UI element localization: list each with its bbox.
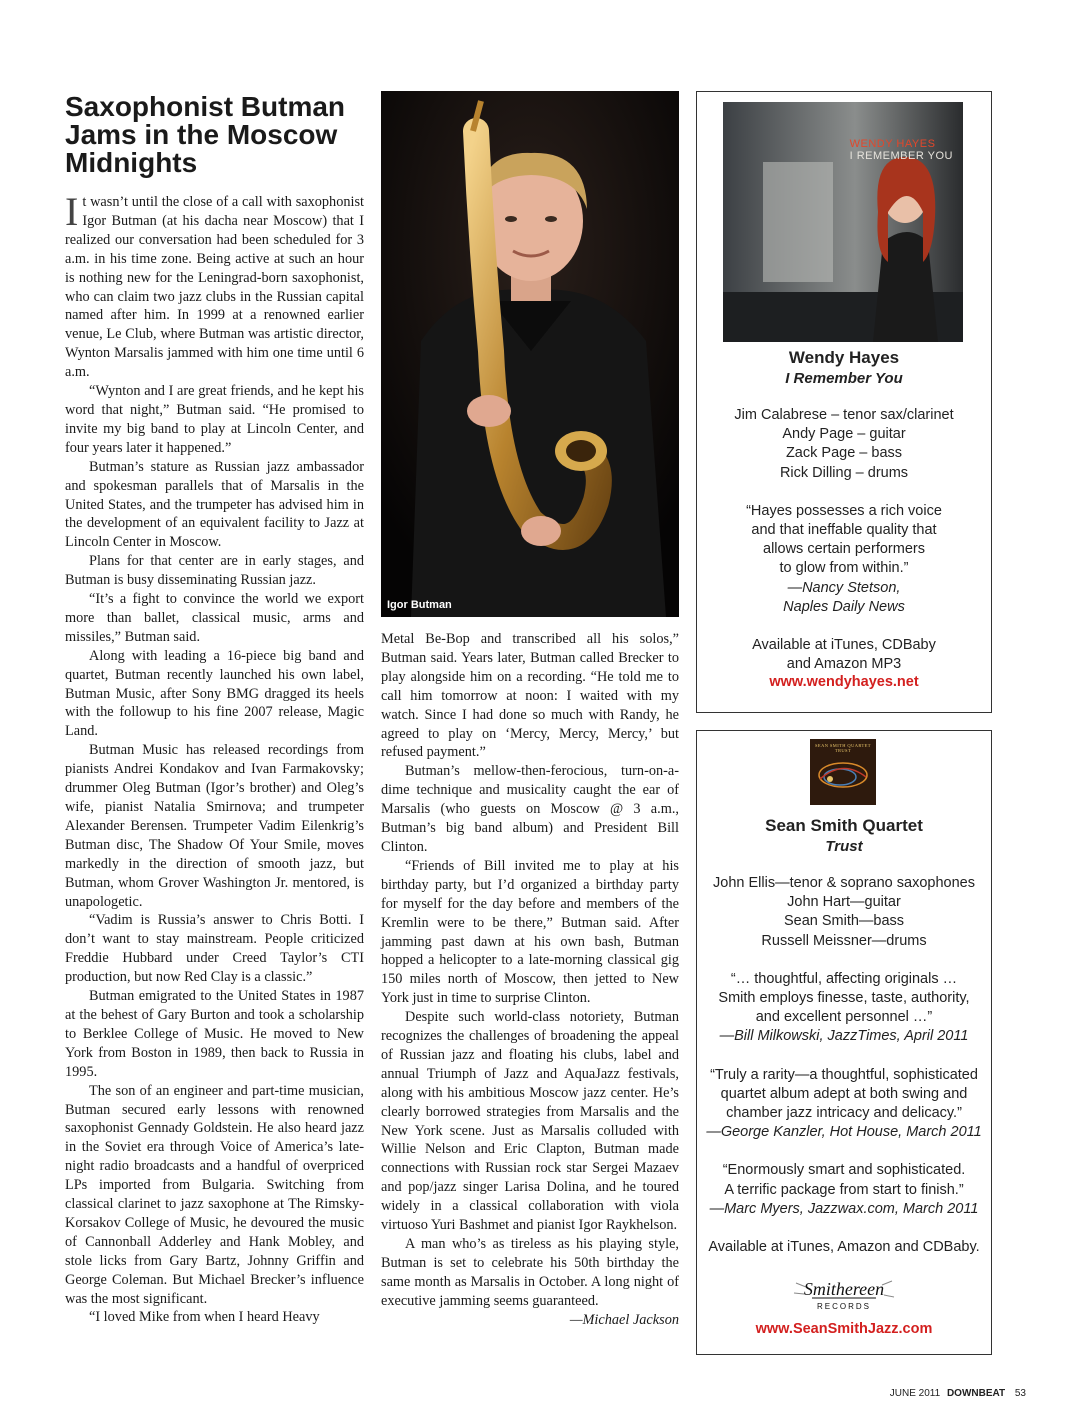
review-quote-line: to glow from within.” bbox=[779, 560, 909, 577]
review-quote-line: “Truly a rarity—a thoughtful, sophisticated bbox=[710, 1066, 978, 1083]
drop-cap: I bbox=[65, 189, 79, 234]
review-attribution: —George Kanzler, Hot House, March 2011 bbox=[706, 1124, 982, 1141]
photo-caption: Igor Butman bbox=[387, 599, 452, 611]
article-paragraph: Metal Be-Bop and transcribed all his solos,” Butman said. Years later, Butman called Brecker to play alongside him on a recording. “He told me to call him tomorrow at noon: I waited with my watch. Since I had done so much with Randy, he agreed to play on ‘Mercy, Mercy, Mercy,’ but refused payment.” bbox=[381, 631, 679, 761]
article-column-1 bbox=[65, 189, 364, 1327]
review-quote-line: allows certain performers bbox=[763, 541, 925, 558]
article-paragraph: Butman’s mellow-then-ferocious, turn-on-a-dime technique and musicality caught the ear of Marsalis (who guests on Moscow @ 3 a.m., Butman’s big band album) and President Bill Clinton. bbox=[381, 763, 679, 855]
website-link[interactable]: www.SeanSmithJazz.com bbox=[755, 1321, 933, 1337]
smithereen-records-logo bbox=[792, 1275, 896, 1315]
availability-line: Available at iTunes, CDBaby bbox=[752, 637, 936, 654]
magazine-name: DOWNBEAT bbox=[946, 1388, 1006, 1399]
article-paragraph: Despite such world-class notoriety, Butman recognizes the challenges of broadening the appeal of Russian jazz and floating his clubs, label and annual Triumph of Jazz and AquaJazz festivals, along with his ambitious Moscow jazz center. He’s clearly borrowed strategies from Marsalis and the New York scene. Just as Marsalis colluded with Willie Nelson and Eric Clapton, Butman made connections with Russian rock star Sergei Mazaev and pop/jazz singer Larisa Dolina, and he toured widely in a classical collaboration with viola virtuoso Yuri Bashmet and pianist Igor Raykhelson. bbox=[381, 1009, 679, 1234]
smithereen-logo-art bbox=[792, 1275, 896, 1315]
saxophonist-photo-illustration bbox=[381, 91, 679, 617]
review-attribution: Naples Daily News bbox=[783, 598, 905, 615]
review-quote-line: and that ineffable quality that bbox=[751, 522, 937, 539]
artist-name: Wendy Hayes bbox=[788, 348, 900, 367]
review-quote-line: A terrific package from start to finish.” bbox=[724, 1181, 964, 1198]
availability-line: Available at iTunes, Amazon and CDBaby. bbox=[708, 1239, 980, 1256]
personnel-line: John Hart—guitar bbox=[787, 894, 901, 911]
review-attribution: —Marc Myers, Jazzwax.com, March 2011 bbox=[709, 1200, 979, 1217]
article-paragraph: “Friends of Bill invited me to play at his birthday party, but I’d organized a birthday party for myself for the day before and members of the Kremlin were to be there,” Butman said. After jamming past dawn at his own bash, Butman hopped a helicopter to a late-morning classical gig 150 miles north of Moscow, then jetted to New York just in time to surprise Clinton. bbox=[381, 857, 679, 1007]
personnel-line: Zack Page – bass bbox=[785, 445, 903, 462]
article-paragraph: Butman’s stature as Russian jazz ambassador and spokesman parallels that of Marsalis in the United States, and the trumpeter has advised him in the development of an equivalent facility to Jazz at Lincoln Center in Moscow. bbox=[65, 458, 364, 551]
article-paragraph: Butman Music has released recordings from pianists Andrei Kondakov and Ivan Farmakovsky; drummer Oleg Butman (Igor’s brother) and Oleg’s wife, pianist Natalia Smirnova; and trumpeter Alexander Berensen. Trumpeter Vadim Eilenkrig’s Butman disc, The Shadow Of Your Smile, moves markedly in the direction of smooth jazz, but Butman, whom Grover Washington Jr. mentored, is unapologetic. bbox=[65, 742, 364, 910]
igor-butman-photo bbox=[381, 91, 679, 617]
wendy-hayes-ad bbox=[696, 91, 992, 713]
page-footer bbox=[890, 1388, 1026, 1399]
album-title: I Remember You bbox=[785, 370, 903, 387]
logo-name: Smithereen bbox=[803, 1279, 885, 1299]
album-title: Trust bbox=[825, 838, 863, 855]
article-paragraph: “Vadim is Russia’s answer to Chris Botti. I don’t want to stay mainstream. People criticized Freddie Hubbard under Creed Taylor’s CTI production, but now Red Clay is a classic.” bbox=[65, 912, 364, 986]
personnel-line: Russell Meissner—drums bbox=[761, 932, 927, 949]
article-paragraph: It wasn’t until the close of a call with saxophonist Igor Butman (at his dacha near Moscow) that I realized our conversation had been scheduled for 3 a.m. in his time zone. Being active at such an hour is nothing new for the Leningrad-born saxophonist, who can claim two jazz clubs in the Russian capital named after him. In 1999 at a renowned earlier venue, Le Club, where Butman was artistic director, Wynton Marsalis jammed with him one time until 6 a.m. bbox=[65, 189, 364, 381]
article-paragraph: Plans for that center are in early stages, and Butman is busy disseminating Russian jazz. bbox=[65, 553, 364, 589]
page-number: 53 bbox=[1014, 1388, 1026, 1399]
article-paragraph: Along with leading a 16-piece big band and quartet, Butman recently launched his own label, Butman Music, after Sony BMG dragged its heels with the followup to his fine 2007 release, Magic Land. bbox=[65, 647, 364, 740]
review-quote-line: and excellent personnel …” bbox=[755, 1009, 933, 1026]
wendy-hayes-album-cover bbox=[723, 102, 963, 342]
review-quote-line: “Enormously smart and sophisticated. bbox=[722, 1162, 966, 1179]
review-quote-line: “Hayes possesses a rich voice bbox=[746, 502, 942, 519]
personnel-line: Sean Smith—bass bbox=[783, 913, 905, 930]
review-quote-line: “… thoughtful, affecting originals … bbox=[730, 970, 958, 987]
article-paragraph: A man who’s as tireless as his playing style, Butman is set to celebrate his 50th birthday the same month as Marsalis in October. A long night of executive jamming seems guaranteed. bbox=[381, 1236, 679, 1309]
article-paragraph: “It’s a fight to convince the world we export more than ballet, classical music, arms and missiles,” Butman said. bbox=[65, 591, 364, 645]
personnel-line: Jim Calabrese – tenor sax/clarinet bbox=[734, 407, 954, 423]
personnel-line: Rick Dilling – drums bbox=[779, 464, 909, 481]
sean-smith-info bbox=[697, 816, 991, 1257]
review-attribution: —Bill Milkowski, JazzTimes, April 2011 bbox=[719, 1028, 969, 1045]
review-quote-line: quartet album adept at both swing and bbox=[720, 1085, 968, 1102]
review-attribution: —Nancy Stetson, bbox=[787, 579, 901, 596]
article-paragraph: “I loved Mike from when I heard Heavy bbox=[89, 1309, 320, 1326]
personnel-line: John Ellis—tenor & soprano saxophones bbox=[713, 875, 975, 891]
logo-sub: RECORDS bbox=[816, 1302, 872, 1311]
article-paragraph: The son of an engineer and part-time musician, Butman secured early lessons with renowned saxophonist Gennady Goldstein. He also heard jazz in the Soviet era through Voice of America’s late-night radio broadcasts and a handful of overpriced LPs imported from Bulgaria. Switching from classical clarinet to jazz saxophone at The Rimsky-Korsakov College of Music, he devoured the music of Cannonball Adderley and Hank Mobley, and stole licks from Gary Bartz, Johnny Griffin and George Coleman. But Michael Brecker’s influence was the most significant. bbox=[65, 1082, 364, 1307]
byline: —Michael Jackson bbox=[569, 1311, 679, 1328]
issue-date: JUNE 2011 bbox=[889, 1388, 941, 1399]
article-paragraph: “Wynton and I are great friends, and he kept his word that night,” Butman said. “He promised to invite my big band to play at Lincoln Center, and four years later it happened.” bbox=[65, 383, 364, 456]
album-cover-text: SEAN SMITH QUARTET TRUST bbox=[815, 743, 871, 753]
article-column-2 bbox=[381, 630, 679, 1330]
trust-album-cover bbox=[810, 739, 876, 805]
headline: Saxophonist Butman Jams in the Moscow Midnights bbox=[65, 91, 346, 178]
review-quote-line: Smith employs finesse, taste, authority, bbox=[718, 990, 970, 1007]
album-cover-text: WENDY HAYES I REMEMBER YOU bbox=[849, 138, 953, 162]
sean-smith-quartet-ad bbox=[696, 730, 992, 1355]
personnel-line: Andy Page – guitar bbox=[782, 426, 906, 443]
website-link[interactable]: www.wendyhayes.net bbox=[769, 674, 919, 691]
article-paragraph: Butman emigrated to the United States in 1987 at the behest of Gary Burton and took a scholarship to Berklee College of Music. He moved to New York from Boston in 1989, then back to Russia in 1995. bbox=[65, 988, 364, 1080]
review-quote-line: chamber jazz intricacy and delicacy.” bbox=[726, 1105, 962, 1122]
artist-name: Sean Smith Quartet bbox=[765, 816, 923, 835]
availability-line: and Amazon MP3 bbox=[786, 656, 902, 673]
wendy-hayes-info bbox=[697, 348, 991, 690]
